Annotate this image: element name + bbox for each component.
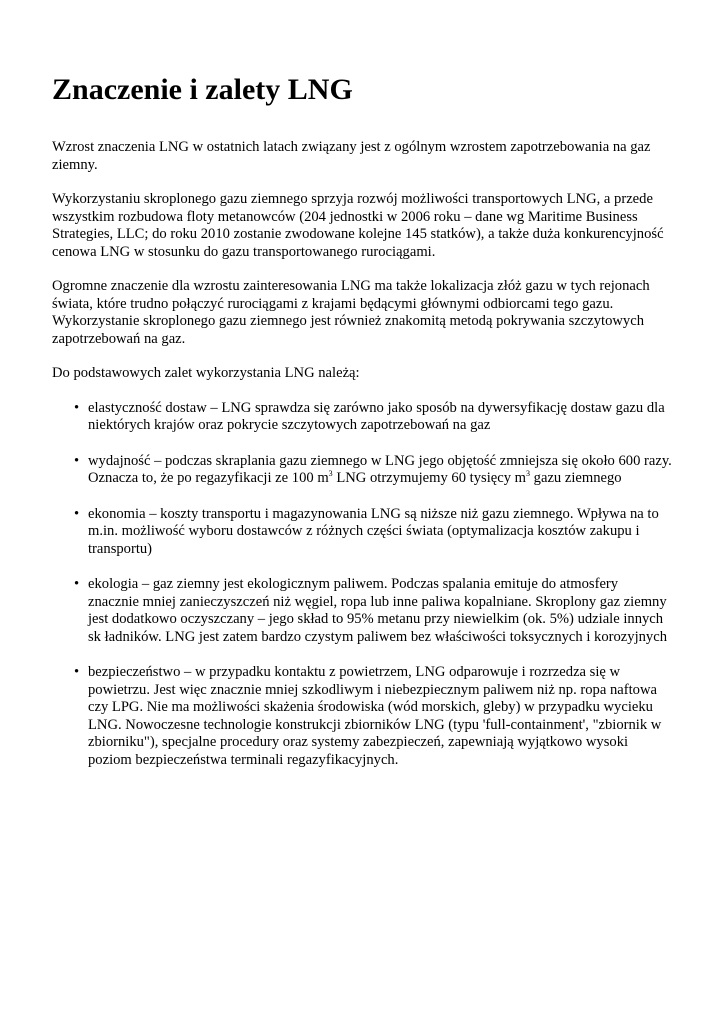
paragraph-transport: Wykorzystaniu skroplonego gazu ziemnego sprzyja rozwój możliwości transportowych LNG, a przede wszystkim rozbudowa floty metanowców (204 jednostki w 2006 roku – dane wg Maritime Business Strategies, LLC; do roku 2010 zostanie zwodowane kolejne 145 statków), a także duża konkurencyjność cenowa LNG w stosunku do gazu transportowanego rurociągami.: [52, 191, 664, 260]
paragraph-intro: Wzrost znaczenia LNG w ostatnich latach związany jest z ogólnym wzrostem zapotrzebowania na gaz ziemny.: [52, 139, 651, 173]
list-item-economy: [52, 506, 672, 559]
bullet-icon: •: [74, 505, 80, 522]
list-item-ecology: [52, 576, 672, 646]
superscript: 3: [328, 469, 333, 478]
bullet-icon: •: [74, 576, 80, 592]
list-item-text-part2: LNG otrzymujemy 60 tysięcy m: [332, 470, 527, 486]
list-item-text: elastyczność dostaw – LNG sprawdza się zarówno jako sposób na dywersyfikację dostaw gazu dla niektórych krajów oraz pokrycie szczytowych zapotrzebowań na gaz: [88, 399, 665, 433]
list-item-text: ekonomia – koszty transportu i magazynowania LNG są niższe niż gazu ziemnego. Wpływa na to m.in. możliwość wyboru dostawców z różnych części świata (optymalizacja kosztów zakupu i transportu): [88, 505, 659, 557]
bullet-icon: •: [74, 452, 80, 469]
superscript: 3: [526, 469, 531, 478]
list-item-efficiency: [52, 453, 672, 488]
bullet-icon: •: [74, 664, 80, 680]
bullet-icon: •: [74, 399, 80, 416]
list-item-safety: [52, 664, 672, 769]
paragraph-list-intro: Do podstawowych zalet wykorzystania LNG należą:: [52, 365, 360, 381]
list-item-text-part3: gazu ziemnego: [530, 470, 622, 486]
document-body: [52, 139, 672, 787]
page-title: Znaczenie i zalety LNG: [52, 73, 353, 106]
list-item-flexibility: [52, 400, 672, 435]
advantages-list: [52, 400, 672, 770]
list-item-text-part1: wydajność – podczas skraplania gazu ziemnego w LNG jego objętość zmniejsza się około 600 razy. Oznacza to, że po regazyfikacji ze 100 m: [88, 452, 672, 486]
paragraph-location: Ogromne znaczenie dla wzrostu zainteresowania LNG ma także lokalizacja złóż gazu w tych rejonach świata, które trudno połączyć rurociągami z krajami będącymi głównymi odbiorcami tego gazu. Wykorzystanie skroplonego gazu ziemnego jest również znakomitą metodą pokrywania szczytowych zapotrzebowań na gaz.: [52, 278, 650, 347]
list-item-text: ekologia – gaz ziemny jest ekologicznym paliwem. Podczas spalania emituje do atmosfery znacznie mniej zanieczyszczeń niż węgiel, ropa lub inne paliwa kopalniane. Skroplony gaz ziemny jest dodatkowo oczyszczany – jego skład to 95% metanu przy niewielkim (ok. 5%) udziale innych sk ładników. LNG jest zatem bardzo czystym paliwem bez właściwości toksycznych i korozyjnych: [88, 576, 667, 645]
list-item-text: bezpieczeństwo – w przypadku kontaktu z powietrzem, LNG odparowuje i rozrzedza się w powietrzu. Jest więc znacznie mniej szkodliwym i niebezpiecznym paliwem niż np. ropa naftowa czy LPG. Nie ma możliwości skażenia środowiska (wód morskich, gleby) w przypadku wycieku LNG. Nowoczesne technologie konstrukcji zbiorników LNG (typu 'full-containment', "zbiornik w zbiorniku"), specjalne procedury oraz systemy zabezpieczeń, zapewniają wyjątkowo wysoki poziom bezpieczeństwa terminali regazyfikacyjnych.: [88, 664, 662, 768]
